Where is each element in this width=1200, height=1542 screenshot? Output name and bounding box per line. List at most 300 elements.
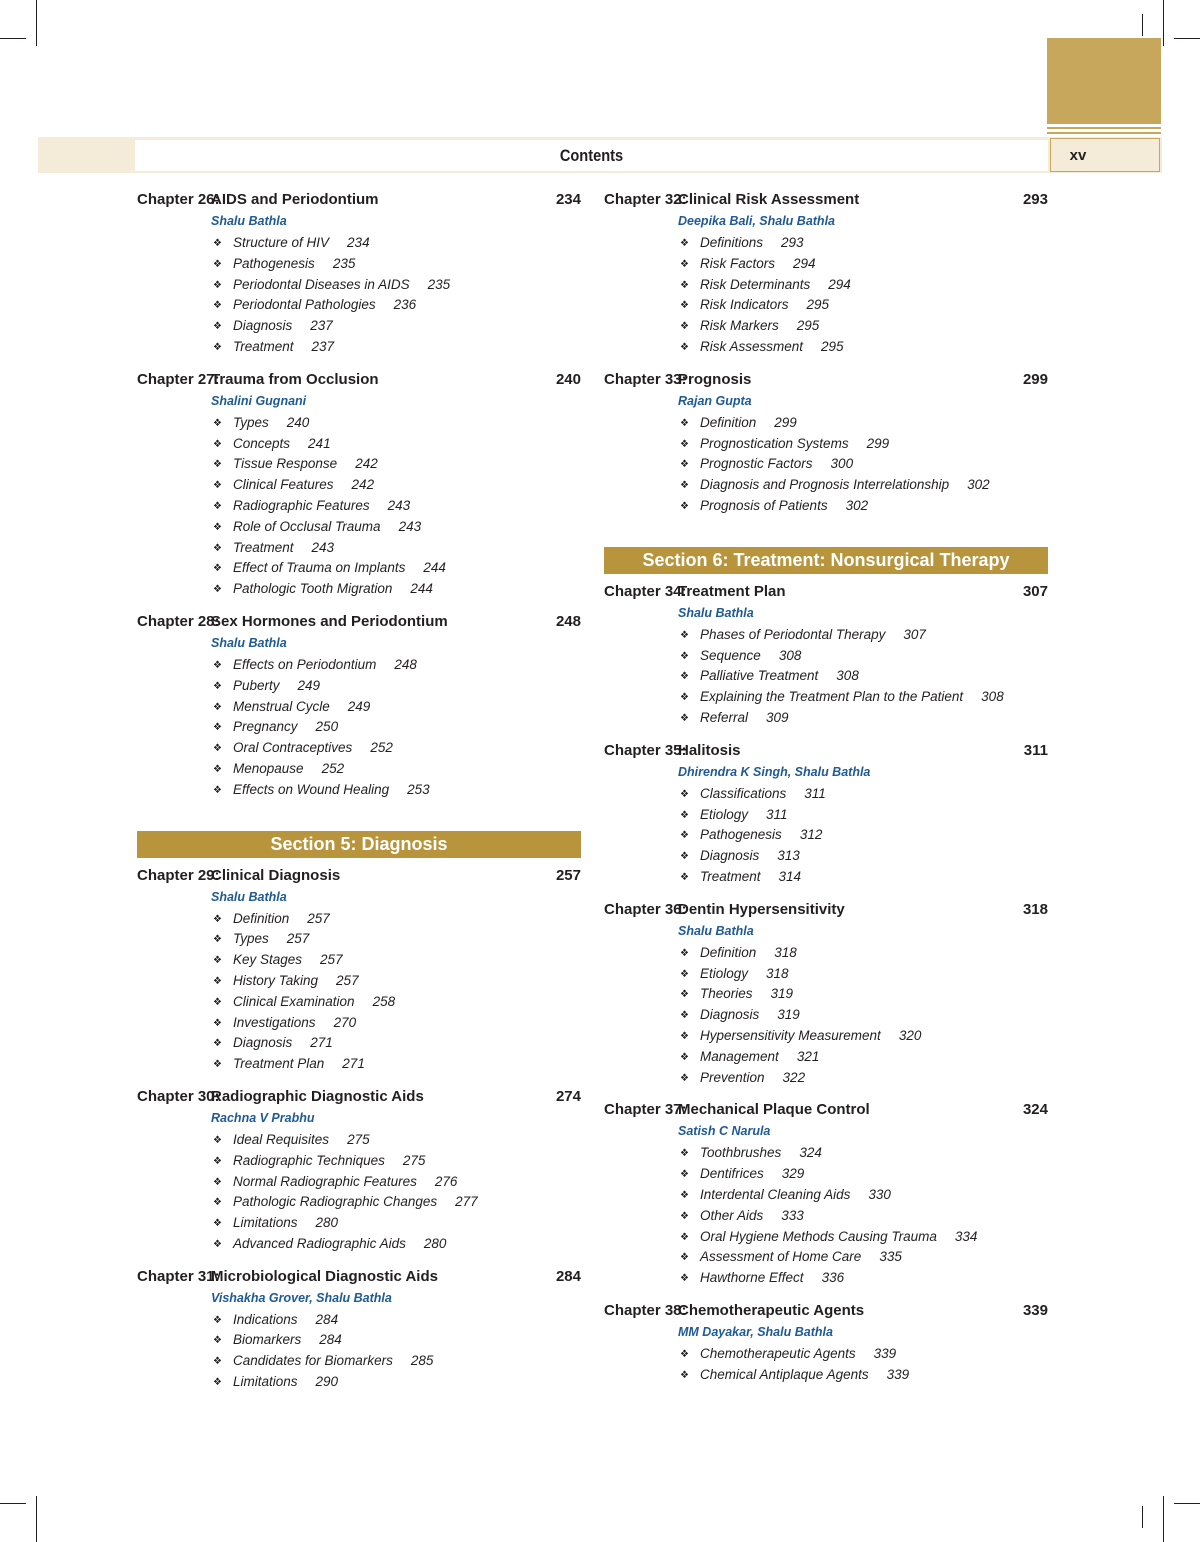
topic-title: Etiology <box>700 806 749 822</box>
topic-page: 240 <box>286 414 310 430</box>
diamond-bullet-icon: ❖ <box>680 1030 689 1042</box>
topic-title: Risk Determinants <box>700 276 811 292</box>
chapter-title: Prognosis <box>678 370 752 388</box>
diamond-bullet-icon: ❖ <box>213 1377 222 1389</box>
topic-item <box>680 337 1048 358</box>
topic-page: 309 <box>766 709 789 725</box>
topic-title: Palliative Treatment <box>700 668 819 684</box>
diamond-bullet-icon: ❖ <box>680 671 689 683</box>
topic-page: 339 <box>873 1345 897 1361</box>
diamond-bullet-icon: ❖ <box>680 712 689 724</box>
diamond-bullet-icon: ❖ <box>680 629 689 641</box>
topic-item <box>680 316 1048 337</box>
topic-title: Diagnosis <box>700 1007 760 1023</box>
topic-item <box>213 655 581 676</box>
diamond-bullet-icon: ❖ <box>213 1218 222 1230</box>
diamond-bullet-icon: ❖ <box>213 1238 222 1250</box>
topic-page: 299 <box>866 435 890 451</box>
topic-title: Effects on Wound Healing <box>233 781 390 797</box>
topic-item <box>680 687 1048 708</box>
diamond-bullet-icon: ❖ <box>213 784 222 796</box>
topic-title: Effect of Trauma on Implants <box>233 560 406 576</box>
chapter-number: Chapter 31: <box>137 1267 220 1285</box>
chapter-page: 293 <box>1022 191 1048 208</box>
topic-page: 322 <box>782 1069 806 1085</box>
topic-page: 249 <box>297 677 321 693</box>
topic-title: Puberty <box>233 677 280 693</box>
topic-page: 311 <box>766 806 788 822</box>
topic-list <box>137 413 581 600</box>
topic-title: Management <box>700 1048 779 1064</box>
topic-item <box>213 1310 581 1331</box>
topic-page: 243 <box>387 497 411 513</box>
chapter-heading <box>604 1299 1048 1322</box>
crop-mark <box>1174 38 1200 39</box>
diamond-bullet-icon: ❖ <box>213 1155 222 1167</box>
diamond-bullet-icon: ❖ <box>213 659 222 671</box>
topic-title: Treatment <box>233 338 294 354</box>
chapter-number: Chapter 38: <box>604 1301 687 1319</box>
chapter-heading <box>137 1085 581 1108</box>
topic-title: Menstrual Cycle <box>233 698 330 714</box>
chapter-authors: MM Dayakar, Shalu Bathla <box>678 1324 833 1339</box>
topic-list <box>604 413 1048 517</box>
topic-title: Ideal Requisites <box>233 1131 330 1147</box>
topic-title: Toothbrushes <box>700 1145 782 1161</box>
topic-page: 234 <box>347 235 370 250</box>
topic-page: 271 <box>342 1056 365 1072</box>
topic-item <box>213 1330 581 1351</box>
topic-page: 244 <box>423 560 446 576</box>
topic-title: Structure of HIV <box>233 235 330 250</box>
topic-page: 257 <box>336 972 359 988</box>
topic-item <box>680 1268 1048 1289</box>
topic-page: 270 <box>333 1014 357 1030</box>
topic-page: 252 <box>370 740 393 756</box>
topic-item <box>680 295 1048 316</box>
topic-title: Other Aids <box>700 1207 764 1223</box>
crop-mark <box>0 1503 26 1504</box>
topic-page: 243 <box>398 518 422 534</box>
topic-page: 257 <box>286 931 310 947</box>
topic-page: 290 <box>315 1374 339 1390</box>
running-header-title: Contents <box>559 146 624 165</box>
chapter-heading <box>604 898 1048 921</box>
diamond-bullet-icon: ❖ <box>213 1038 222 1050</box>
diamond-bullet-icon: ❖ <box>680 989 689 1001</box>
topic-title: Hypersensitivity Measurement <box>700 1027 881 1043</box>
crop-mark <box>1174 1503 1200 1504</box>
diamond-bullet-icon: ❖ <box>213 934 222 946</box>
topic-page: 257 <box>320 952 343 968</box>
topic-item <box>680 475 1048 496</box>
topic-list <box>604 625 1048 729</box>
crop-mark <box>1163 0 1164 46</box>
topic-page: 236 <box>393 297 417 313</box>
chapter-title: Dentin Hypersensitivity <box>678 900 845 918</box>
left-column <box>137 188 581 1403</box>
diamond-bullet-icon: ❖ <box>680 258 689 270</box>
diamond-bullet-icon: ❖ <box>680 1231 689 1243</box>
topic-page: 242 <box>351 477 375 493</box>
topic-item <box>680 805 1048 826</box>
topic-item <box>213 1013 581 1034</box>
topic-page: 312 <box>799 827 823 843</box>
diamond-bullet-icon: ❖ <box>680 300 689 312</box>
topic-item <box>680 1143 1048 1164</box>
topic-title: Assessment of Home Care <box>700 1249 862 1265</box>
topic-page: 275 <box>402 1152 426 1168</box>
topic-item <box>680 625 1048 646</box>
chapter-entry <box>137 1085 581 1255</box>
chapter-number: Chapter 30: <box>137 1087 220 1105</box>
topic-page: 252 <box>321 760 345 776</box>
diamond-bullet-icon: ❖ <box>213 341 222 353</box>
topic-item <box>213 717 581 738</box>
topic-title: Limitations <box>233 1374 298 1390</box>
topic-title: Treatment <box>700 868 761 884</box>
chapter-page: 257 <box>555 866 581 884</box>
topic-title: Clinical Features <box>233 477 334 493</box>
topic-page: 318 <box>774 944 797 960</box>
thumb-tab-rule <box>1047 127 1161 129</box>
topic-title: Tissue Response <box>233 456 338 472</box>
topic-page: 299 <box>774 414 797 430</box>
topic-title: Pathogenesis <box>700 827 782 843</box>
diamond-bullet-icon: ❖ <box>680 1348 689 1360</box>
diamond-bullet-icon: ❖ <box>213 1059 222 1071</box>
topic-title: Prognostication Systems <box>700 435 849 451</box>
diamond-bullet-icon: ❖ <box>680 1210 689 1222</box>
chapter-heading <box>604 368 1048 391</box>
diamond-bullet-icon: ❖ <box>213 975 222 987</box>
topic-item <box>213 233 581 254</box>
diamond-bullet-icon: ❖ <box>213 763 222 775</box>
topic-page: 257 <box>307 910 330 926</box>
topic-item <box>680 784 1048 805</box>
topic-item <box>680 1185 1048 1206</box>
chapter-heading <box>137 1265 581 1288</box>
diamond-bullet-icon: ❖ <box>213 1335 222 1347</box>
topic-page: 339 <box>886 1366 910 1382</box>
topic-title: Risk Assessment <box>700 338 804 354</box>
diamond-bullet-icon: ❖ <box>213 1356 222 1368</box>
chapter-number: Chapter 32: <box>604 191 687 208</box>
topic-item <box>680 1026 1048 1047</box>
chapter-page: 324 <box>1022 1101 1048 1119</box>
chapter-entry <box>137 864 581 1075</box>
topic-page: 321 <box>796 1048 820 1064</box>
topic-page: 277 <box>455 1194 478 1210</box>
diamond-bullet-icon: ❖ <box>680 1189 689 1201</box>
topic-item <box>680 454 1048 475</box>
topic-item <box>213 909 581 930</box>
topic-page: 333 <box>781 1207 804 1223</box>
chapter-title: Clinical Risk Assessment <box>678 191 860 208</box>
crop-mark <box>36 0 37 46</box>
topic-page: 314 <box>778 868 802 884</box>
topic-title: Candidates for Biomarkers <box>233 1353 393 1369</box>
topic-item <box>213 538 581 559</box>
topic-item <box>213 434 581 455</box>
diamond-bullet-icon: ❖ <box>680 1369 689 1381</box>
topic-item <box>213 454 581 475</box>
chapter-title: Treatment Plan <box>678 582 786 600</box>
diamond-bullet-icon: ❖ <box>213 417 222 429</box>
section-heading: Section 5: Diagnosis <box>137 831 581 858</box>
topic-page: 258 <box>372 993 396 1009</box>
chapter-page: 318 <box>1022 900 1048 918</box>
topic-item <box>213 254 581 275</box>
diamond-bullet-icon: ❖ <box>680 321 689 333</box>
topic-title: Definition <box>700 944 757 960</box>
topic-page: 242 <box>355 456 378 472</box>
topic-item <box>680 666 1048 687</box>
diamond-bullet-icon: ❖ <box>213 1134 222 1146</box>
topic-title: History Taking <box>233 972 319 988</box>
chapter-title: Mechanical Plaque Control <box>678 1101 870 1119</box>
chapter-authors: Shalu Bathla <box>678 923 754 938</box>
chapter-heading <box>137 368 581 391</box>
diamond-bullet-icon: ❖ <box>680 417 689 429</box>
topic-title: Normal Radiographic Features <box>233 1173 417 1189</box>
chapter-heading <box>604 188 1048 211</box>
topic-page: 294 <box>828 276 851 292</box>
chapter-page: 307 <box>1022 582 1048 600</box>
page-number: xv <box>1069 147 1087 164</box>
diamond-bullet-icon: ❖ <box>213 300 222 312</box>
topic-title: Risk Indicators <box>700 297 789 313</box>
topic-title: Definition <box>700 414 757 430</box>
diamond-bullet-icon: ❖ <box>680 480 689 492</box>
topic-item <box>680 943 1048 964</box>
chapter-entry <box>604 898 1048 1089</box>
diamond-bullet-icon: ❖ <box>680 1169 689 1181</box>
diamond-bullet-icon: ❖ <box>680 830 689 842</box>
diamond-bullet-icon: ❖ <box>213 542 222 554</box>
topic-title: Hawthorne Effect <box>700 1270 804 1286</box>
topic-list <box>604 1143 1048 1289</box>
topic-item <box>680 1047 1048 1068</box>
topic-item <box>213 971 581 992</box>
topic-page: 302 <box>845 497 869 513</box>
topic-item <box>680 413 1048 434</box>
topic-title: Effects on Periodontium <box>233 656 377 672</box>
left-chapters-a <box>137 188 581 801</box>
chapter-entry <box>604 368 1048 517</box>
diamond-bullet-icon: ❖ <box>213 438 222 450</box>
chapter-authors: Deepika Bali, Shalu Bathla <box>678 214 835 228</box>
topic-title: Diagnosis and Prognosis Interrelationship <box>700 477 950 493</box>
diamond-bullet-icon: ❖ <box>213 321 222 333</box>
chapter-authors: Rajan Gupta <box>678 393 752 408</box>
topic-item <box>213 929 581 950</box>
topic-item <box>213 1130 581 1151</box>
topic-item <box>213 1213 581 1234</box>
chapter-title: Microbiological Diagnostic Aids <box>211 1267 438 1285</box>
topic-item <box>213 1234 581 1255</box>
topic-title: Treatment Plan <box>233 1056 325 1072</box>
topic-title: Diagnosis <box>233 318 293 334</box>
chapter-entry <box>137 1265 581 1393</box>
topic-title: Diagnosis <box>233 1035 293 1051</box>
topic-item <box>213 1172 581 1193</box>
topic-page: 311 <box>804 785 826 801</box>
diamond-bullet-icon: ❖ <box>680 341 689 353</box>
topic-page: 275 <box>347 1131 370 1147</box>
diamond-bullet-icon: ❖ <box>680 1273 689 1285</box>
chapter-page: 240 <box>555 370 581 388</box>
topic-item <box>680 233 1048 254</box>
left-chapters-b <box>137 864 581 1393</box>
topic-title: Indications <box>233 1311 298 1327</box>
topic-page: 271 <box>310 1035 333 1051</box>
topic-item <box>213 517 581 538</box>
diamond-bullet-icon: ❖ <box>680 438 689 450</box>
topic-item <box>680 1365 1048 1386</box>
chapter-heading <box>137 864 581 887</box>
topic-title: Theories <box>700 986 753 1002</box>
diamond-bullet-icon: ❖ <box>680 1051 689 1063</box>
topic-list <box>137 1130 581 1255</box>
topic-page: 319 <box>777 1007 800 1023</box>
topic-page: 295 <box>821 338 844 354</box>
diamond-bullet-icon: ❖ <box>213 500 222 512</box>
topic-page: 313 <box>777 848 800 864</box>
chapter-page: 284 <box>555 1267 581 1285</box>
diamond-bullet-icon: ❖ <box>213 1017 222 1029</box>
topic-title: Prevention <box>700 1069 765 1085</box>
topic-title: Limitations <box>233 1215 298 1231</box>
right-chapters-a <box>604 188 1048 517</box>
topic-title: Referral <box>700 709 749 725</box>
chapter-authors: Satish C Narula <box>678 1124 771 1139</box>
topic-item <box>213 1351 581 1372</box>
right-chapters-b <box>604 580 1048 1386</box>
topic-page: 284 <box>315 1311 339 1327</box>
topic-list <box>604 784 1048 888</box>
topic-title: Types <box>233 931 269 947</box>
chapter-entry <box>137 188 581 358</box>
diamond-bullet-icon: ❖ <box>680 650 689 662</box>
topic-page: 293 <box>781 235 804 250</box>
topic-list <box>137 655 581 801</box>
topic-item <box>680 1344 1048 1365</box>
chapter-number: Chapter 28: <box>137 612 220 630</box>
diamond-bullet-icon: ❖ <box>680 1010 689 1022</box>
chapter-number: Chapter 26: <box>137 191 220 208</box>
chapter-title: Radiographic Diagnostic Aids <box>211 1087 424 1105</box>
chapter-number: Chapter 36: <box>604 900 687 918</box>
chapter-authors: Shalu Bathla <box>211 889 287 904</box>
topic-page: 284 <box>319 1332 342 1348</box>
topic-item <box>213 697 581 718</box>
diamond-bullet-icon: ❖ <box>680 1148 689 1160</box>
chapter-heading <box>604 1098 1048 1121</box>
topic-title: Chemotherapeutic Agents <box>700 1345 856 1361</box>
topic-page: 235 <box>427 276 451 292</box>
diamond-bullet-icon: ❖ <box>213 1176 222 1188</box>
chapter-page: 234 <box>555 191 581 208</box>
topic-title: Etiology <box>700 965 749 981</box>
right-column <box>604 188 1048 1395</box>
topic-page: 235 <box>332 255 356 271</box>
topic-page: 285 <box>410 1353 434 1369</box>
topic-item <box>213 1372 581 1393</box>
diamond-bullet-icon: ❖ <box>213 680 222 692</box>
diamond-bullet-icon: ❖ <box>680 1072 689 1084</box>
chapter-authors: Shalu Bathla <box>211 214 287 228</box>
chapter-title: Sex Hormones and Periodontium <box>211 612 448 630</box>
chapter-number: Chapter 29: <box>137 866 220 884</box>
topic-page: 318 <box>766 965 789 981</box>
topic-item <box>680 1164 1048 1185</box>
topic-item <box>680 1227 1048 1248</box>
chapter-title: Clinical Diagnosis <box>211 866 341 884</box>
diamond-bullet-icon: ❖ <box>680 692 689 704</box>
topic-item <box>680 867 1048 888</box>
topic-title: Menopause <box>233 760 304 776</box>
topic-item <box>213 337 581 358</box>
chapter-heading <box>604 739 1048 762</box>
topic-title: Definition <box>233 910 290 926</box>
chapter-number: Chapter 37: <box>604 1101 687 1119</box>
topic-item <box>680 1247 1048 1268</box>
topic-page: 248 <box>394 656 417 672</box>
topic-title: Chemical Antiplaque Agents <box>700 1366 869 1382</box>
topic-list <box>604 1344 1048 1386</box>
topic-item <box>213 1151 581 1172</box>
chapter-number: Chapter 34: <box>604 582 687 600</box>
topic-item <box>213 275 581 296</box>
topic-page: 324 <box>799 1145 822 1161</box>
chapter-authors: Vishakha Grover, Shalu Bathla <box>211 1290 392 1305</box>
topic-title: Treatment <box>233 539 294 555</box>
topic-title: Oral Contraceptives <box>233 740 353 756</box>
topic-title: Investigations <box>233 1014 316 1030</box>
topic-item <box>680 1005 1048 1026</box>
topic-title: Pathogenesis <box>233 255 315 271</box>
topic-page: 319 <box>770 986 794 1002</box>
topic-item <box>213 558 581 579</box>
topic-item <box>213 579 581 600</box>
topic-title: Role of Occlusal Trauma <box>233 518 381 534</box>
crop-mark <box>1142 1506 1143 1528</box>
chapter-heading <box>137 610 581 633</box>
crop-mark <box>0 38 26 39</box>
diamond-bullet-icon: ❖ <box>213 913 222 925</box>
crop-mark <box>1142 14 1143 36</box>
topic-page: 308 <box>836 668 859 684</box>
topic-item <box>680 254 1048 275</box>
diamond-bullet-icon: ❖ <box>680 947 689 959</box>
chapter-authors: Dhirendra K Singh, Shalu Bathla <box>678 764 871 779</box>
topic-item <box>680 964 1048 985</box>
topic-title: Pregnancy <box>233 719 298 735</box>
topic-item <box>213 295 581 316</box>
topic-page: 250 <box>315 719 339 735</box>
diamond-bullet-icon: ❖ <box>213 955 222 967</box>
thumb-tab-rule <box>1047 132 1161 134</box>
chapter-page: 299 <box>1022 370 1048 388</box>
topic-title: Periodontal Diseases in AIDS <box>233 276 410 292</box>
topic-item <box>680 708 1048 729</box>
topic-item <box>213 676 581 697</box>
topic-page: 335 <box>879 1249 902 1265</box>
topic-item <box>680 1068 1048 1089</box>
spacer <box>137 811 581 831</box>
diamond-bullet-icon: ❖ <box>213 238 222 249</box>
